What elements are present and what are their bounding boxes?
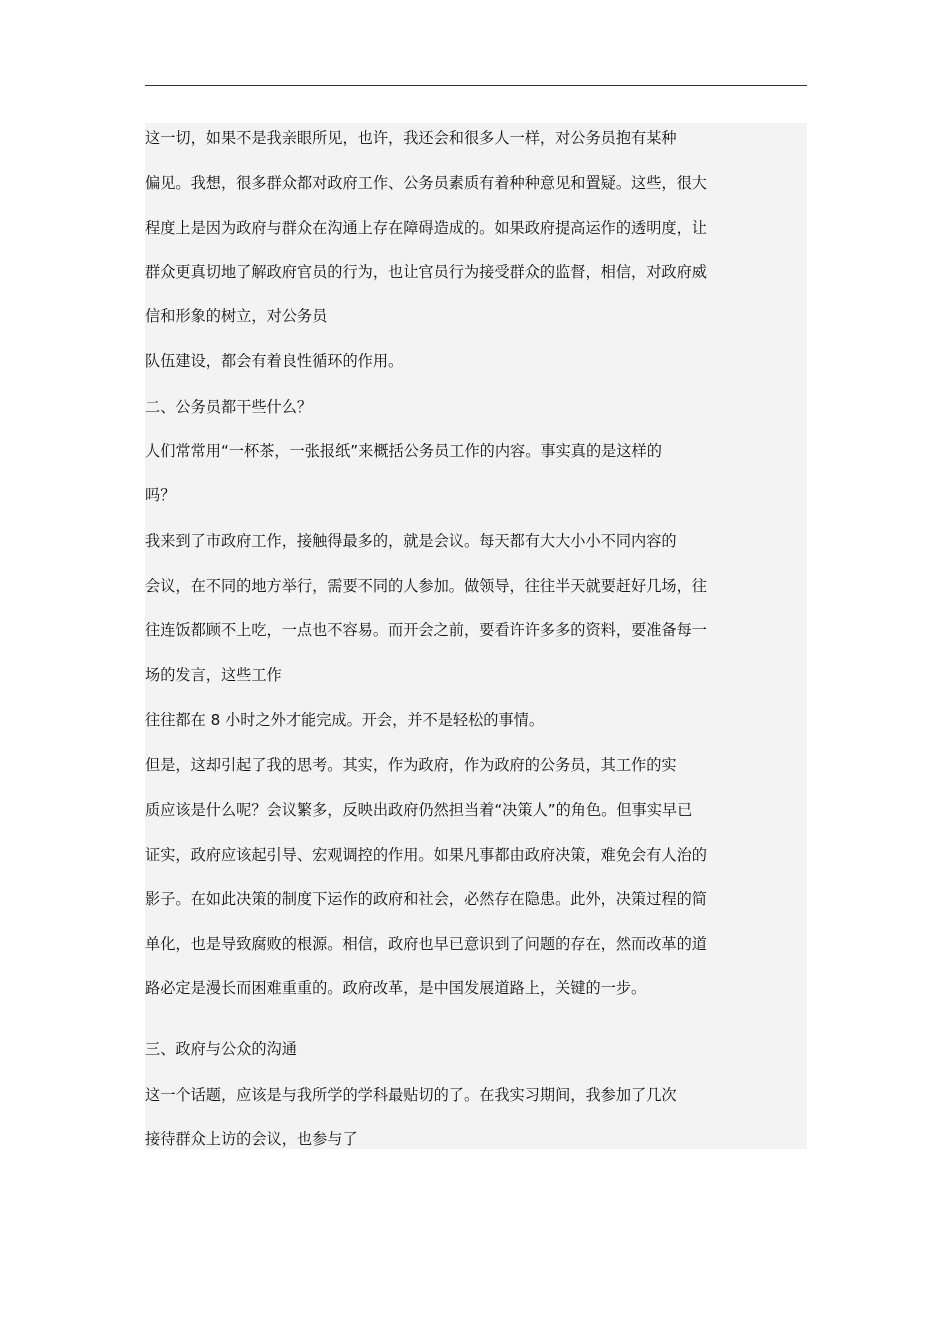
paragraph-line: 队伍建设，都会有着良性循环的作用。: [145, 352, 404, 370]
paragraph-line: 影子。在如此决策的制度下运作的政府和社会，必然存在隐患。此外，决策过程的简: [145, 890, 707, 908]
header-rule: [145, 85, 807, 86]
paragraph-line: 场的发言，这些工作: [145, 666, 282, 684]
paragraph-line: 单化，也是导致腐败的根源。相信，政府也早已意识到了问题的存在，然而改革的道: [145, 935, 707, 953]
paragraph-line: 质应该是什么呢？会议繁多，反映出政府仍然担当着“决策人”的角色。但事实早已: [145, 801, 693, 819]
paragraph-line: 这一切，如果不是我亲眼所见，也许，我还会和很多人一样，对公务员抱有某种: [145, 129, 677, 147]
paragraph-line: 会议，在不同的地方举行，需要不同的人参加。做领导，往往半天就要赶好几场，往: [145, 577, 707, 595]
paragraph-line: 接待群众上访的会议，也参与了: [145, 1130, 358, 1148]
paragraph-line: 吗？: [145, 486, 176, 504]
paragraph-line: 信和形象的树立，对公务员: [145, 307, 328, 325]
paragraph-line: 路必定是漫长而困难重重的。政府改革，是中国发展道路上，关键的一步。: [145, 979, 647, 997]
paragraph-line: 程度上是因为政府与群众在沟通上存在障碍造成的。如果政府提高运作的透明度，让: [145, 219, 707, 237]
paragraph-line: 往连饭都顾不上吃，一点也不容易。而开会之前，要看许许多多的资料，要准备每一: [145, 621, 707, 639]
paragraph-line: 偏见。我想，很多群众都对政府工作、公务员素质有着种种意见和置疑。这些，很大: [145, 174, 707, 192]
paragraph-line: 证实，政府应该起引导、宏观调控的作用。如果凡事都由政府决策，难免会有人治的: [145, 846, 707, 864]
section-heading: 三、政府与公众的沟通: [145, 1040, 297, 1058]
paragraph-line: 往往都在 8 小时之外才能完成。开会，并不是轻松的事情。: [145, 711, 545, 729]
paragraph-line: 人们常常用“一杯茶，一张报纸”来概括公务员工作的内容。事实真的是这样的: [145, 442, 662, 460]
paragraph-line: 群众更真切地了解政府官员的行为，也让官员行为接受群众的监督，相信，对政府威: [145, 263, 707, 281]
section-heading: 二、公务员都干些什么？: [145, 398, 313, 416]
paragraph-line: 这一个话题，应该是与我所学的学科最贴切的了。在我实习期间，我参加了几次: [145, 1086, 677, 1104]
paragraph-line: 但是，这却引起了我的思考。其实，作为政府，作为政府的公务员，其工作的实: [145, 756, 677, 774]
paragraph-line: 我来到了市政府工作，接触得最多的，就是会议。每天都有大大小小不同内容的: [145, 532, 677, 550]
